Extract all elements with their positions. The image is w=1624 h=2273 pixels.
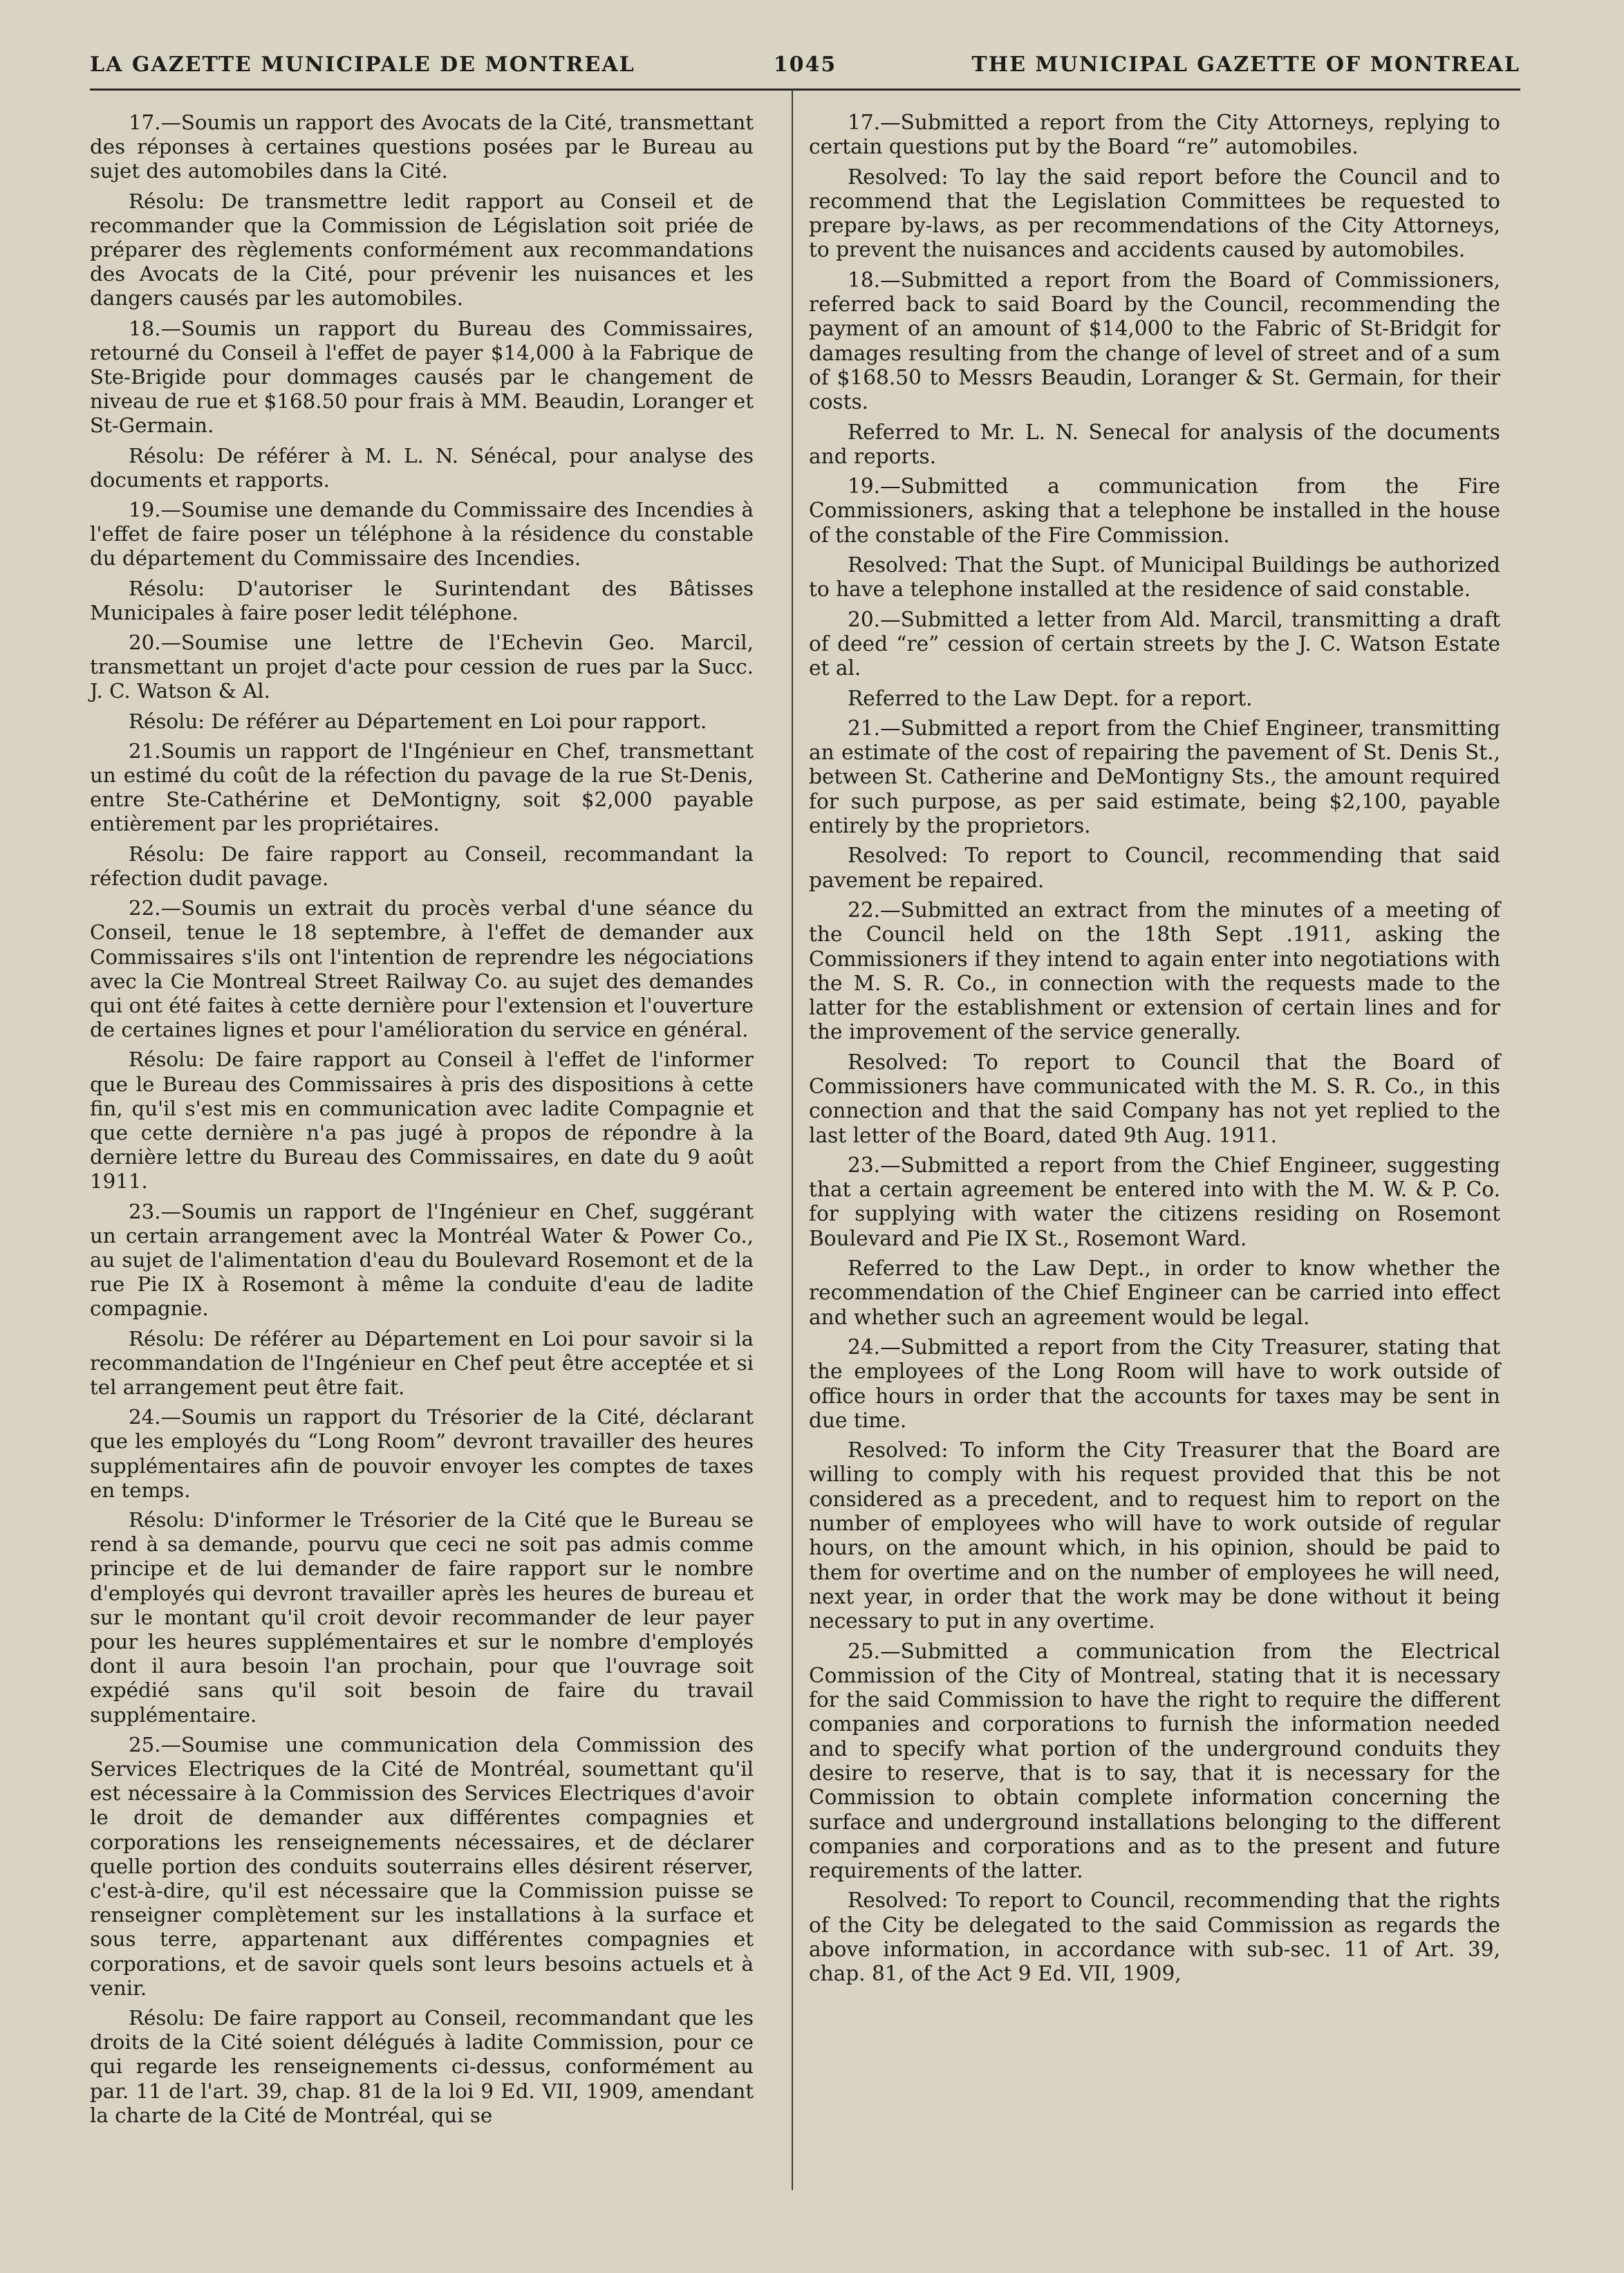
header-english-title: THE MUNICIPAL GAZETTE OF MONTREAL: [971, 52, 1520, 77]
french-paragraph: 21.Soumis un rapport de l'Ingénieur en Chef, transmettant un estimé du coût de la réfection du pavage de la rue St-Denis, entre Ste-Cathérine et DeMontigny, soit $2,000 payable entièrement par les propriétaires.: [90, 739, 754, 836]
english-paragraph: Resolved: To inform the City Treasurer that the Board are willing to comply with his request provided that this be not considered as a precedent, and to request him to report on the number of employees who will have to work outside of regular hours, on the amount which, in his opinion, should be paid to them for overtime and on the number of employees he will need, next year, in order that the work may be done without it being necessary to put in any overtime.: [809, 1438, 1500, 1633]
english-column: [809, 111, 1500, 1992]
french-paragraph: Résolu: De référer au Département en Loi pour rapport.: [129, 709, 707, 733]
header-french-title: LA GAZETTE MUNICIPALE DE MONTREAL: [90, 52, 635, 77]
english-paragraph: Referred to the Law Dept. for a report.: [848, 686, 1253, 710]
english-paragraph: 25.—Submitted a communication from the Electrical Commission of the City of Montreal, stating that it is necessary for the said Commission to have the right to require the different companies and corporations to furnish the information needed and to specify what portion of the underground conduits they desire to reserve, that is to say, that it is necessary for the Commission to obtain complete information concerning the surface and underground installations belonging to the different companies and corporations and as to the present and future requirements of the latter.: [809, 1639, 1500, 1883]
english-paragraph: Resolved: That the Supt. of Municipal Buildings be authorized to have a telephone installed at the residence of said constable.: [809, 553, 1500, 602]
english-paragraph: Referred to the Law Dept., in order to know whether the recommendation of the Chief Engineer can be carried into effect and whether such an agreement would be legal.: [809, 1256, 1500, 1329]
english-paragraph: 24.—Submitted a report from the City Treasurer, stating that the employees of the Long Room will have to work outside of office hours in order that the accounts for taxes may be sent in due time.: [809, 1335, 1500, 1432]
english-paragraph: 19.—Submitted a communication from the Fire Commissioners, asking that a telephone be installed in the house of the constable of the Fire Commission.: [809, 474, 1500, 547]
english-paragraph: Referred to Mr. L. N. Senecal for analysis of the documents and reports.: [809, 420, 1500, 468]
english-paragraph: Resolved: To report to Council, recommending that the rights of the City be delegated to the said Commission as regards the above information, in accordance with sub-sec. 11 of Art. 39, chap. 81, of the Act 9 Ed. VII, 1909,: [809, 1889, 1500, 1986]
french-paragraph: Résolu: De faire rapport au Conseil, recommandant que les droits de la Cité soient délégués à ladite Commission, pour ce qui regarde les renseignements ci-dessus, conformément au par. 11 de l'art. 39, chap. 81 de la loi 9 Ed. VII, 1909, amendant la charte de la Cité de Montréal, qui se: [90, 2006, 754, 2127]
french-paragraph: 23.—Soumis un rapport de l'Ingénieur en Chef, suggérant un certain arrangement avec la Montréal Water & Power Co., au sujet de l'alimentation d'eau du Boulevard Rosemont et de la rue Pie IX à Rosemont à même la conduite d'eau de ladite compagnie.: [90, 1199, 754, 1321]
english-paragraph: 20.—Submitted a letter from Ald. Marcil, transmitting a draft of deed “re” cession of certain streets by the J. C. Watson Estate et al.: [809, 607, 1500, 680]
column-divider: [792, 89, 793, 2190]
french-paragraph: 25.—Soumise une communication dela Commission des Services Electriques de la Cité de Montréal, soumettant qu'il est nécessaire à la Commission des Services Electriques d'avoir le droit de demander aux différentes compagnies et corporations les renseignements nécessaires, et de déclarer quelle portion des conduits souterrains elles désirent réserver, c'est-à-dire, qu'il est nécessaire que la Commission puisse se renseigner complètement sur les installations à la surface et sous terre, appartenant aux différentes compagnies et corporations, et de savoir quels sont leurs besoins actuels et à venir.: [90, 1732, 754, 2000]
page-header: [90, 40, 1520, 91]
french-paragraph: 24.—Soumis un rapport du Trésorier de la Cité, déclarant que les employés du “Long Room” devront travailler des heures supplémentaires afin de pouvoir envoyer les comptes de taxes en temps.: [90, 1405, 754, 1502]
french-paragraph: Résolu: D'informer le Trésorier de la Cité que le Bureau se rend à sa demande, pourvu que ceci ne soit pas admis comme principe et de lui demander de faire rapport sur le nombre d'employés qui devront travailler après les heures de bureau et sur le montant qu'il croit devoir recommander de leur payer pour les heures supplémentaires et sur le nombre d'employés dont il aura besoin l'an prochain, pour que l'ouvrage soit expédié sans qu'il soit besoin de faire du travail supplémentaire.: [90, 1507, 754, 1727]
french-paragraph: 18.—Soumis un rapport du Bureau des Commissaires, retourné du Conseil à l'effet de payer $14,000 à la Fabrique de Ste-Brigide pour dommages causés par le changement de niveau de rue et $168.50 pour frais à MM. Beaudin, Loranger et St-Germain.: [90, 316, 754, 438]
english-paragraph: Resolved: To report to Council that the Board of Commissioners have communicated with the M. S. R. Co., in this connection and that the said Company has not yet replied to the last letter of the Board, dated 9th Aug. 1911.: [809, 1050, 1500, 1147]
english-paragraph: 17.—Submitted a report from the City Attorneys, replying to certain questions put by the Board “re” automobiles.: [809, 111, 1500, 159]
french-paragraph: 22.—Soumis un extrait du procès verbal d'une séance du Conseil, tenue le 18 septembre, à l'effet de demander aux Commissaires s'ils ont l'intention de reprendre les négociations avec la Cie Montreal Street Railway Co. au sujet des demandes qui ont été faites à cette dernière pour l'extension et l'ouverture de certaines lignes et pour l'amélioration du service en général.: [90, 896, 754, 1042]
english-paragraph: 18.—Submitted a report from the Board of Commissioners, referred back to said Board by the Council, recommending the payment of an amount of $14,000 to the Fabric of St-Bridgit for damages resulting from the change of level of street and of a sum of $168.50 to Messrs Beaudin, Loranger & St. Germain, for their costs.: [809, 268, 1500, 414]
french-paragraph: 17.—Soumis un rapport des Avocats de la Cité, transmettant des réponses à certaines questions posées par le Bureau au sujet des automobiles dans la Cité.: [90, 111, 754, 183]
french-paragraph: Résolu: D'autoriser le Surintendant des Bâtisses Municipales à faire poser ledit téléphone.: [90, 576, 754, 624]
french-paragraph: 19.—Soumise une demande du Commissaire des Incendies à l'effet de faire poser un téléphone à la résidence du constable du département du Commissaire des Incendies.: [90, 498, 754, 570]
english-paragraph: 21.—Submitted a report from the Chief Engineer, transmitting an estimate of the cost of repairing the pavement of St. Denis St., between St. Catherine and DeMontigny Sts., the amount required for such purpose, as per said estimate, being $2,100, payable entirely by the proprietors.: [809, 716, 1500, 838]
french-paragraph: Résolu: De faire rapport au Conseil, recommandant la réfection dudit pavage.: [90, 842, 754, 890]
french-paragraph: Résolu: De référer au Département en Loi pour savoir si la recommandation de l'Ingénieur en Chef peut être acceptée et si tel arrangement peut être fait.: [90, 1326, 754, 1399]
page-number: 1045: [773, 52, 837, 77]
english-paragraph: 23.—Submitted a report from the Chief Engineer, suggesting that a certain agreement be entered into with the M. W. & P. Co. for supplying with water the citizens residing on Rosemont Boulevard and Pie IX St., Rosemont Ward.: [809, 1153, 1500, 1250]
french-paragraph: Résolu: De faire rapport au Conseil à l'effet de l'informer que le Bureau des Commissaires à pris des dispositions à cette fin, qu'il s'est mis en communication avec ladite Compagnie et que cette dernière n'a pas jugé à propos de répondre à la dernière lettre du Bureau des Commissaires, en date du 9 août 1911.: [90, 1048, 754, 1194]
english-paragraph: 22.—Submitted an extract from the minutes of a meeting of the Council held on the 18th Sept .1911, asking the Commissioners if they intend to again enter into negotiations with the M. S. R. Co., in connection with the requests made to the latter for the establishment or extension of certain lines and for the improvement of the service generally.: [809, 898, 1500, 1044]
french-paragraph: Résolu: De référer à M. L. N. Sénécal, pour analyse des documents et rapports.: [90, 443, 754, 492]
english-paragraph: Resolved: To lay the said report before the Council and to recommend that the Legislation Committees be requested to prepare by-laws, as per recommendations of the City Attorneys, to prevent the nuisances and accidents caused by automobiles.: [809, 165, 1500, 262]
french-paragraph: Résolu: De transmettre ledit rapport au Conseil et de recommander que la Commission de Législation soit priée de préparer des règlements conformément aux recommandations des Avocats de la Cité, pour prévenir les nuisances et les dangers causés par les automobiles.: [90, 189, 754, 310]
english-paragraph: Resolved: To report to Council, recommending that said pavement be repaired.: [809, 844, 1500, 892]
french-paragraph: 20.—Soumise une lettre de l'Echevin Geo. Marcil, transmettant un projet d'acte pour cession de rues par la Succ. J. C. Watson & Al.: [90, 631, 754, 703]
french-column: [90, 111, 754, 2133]
